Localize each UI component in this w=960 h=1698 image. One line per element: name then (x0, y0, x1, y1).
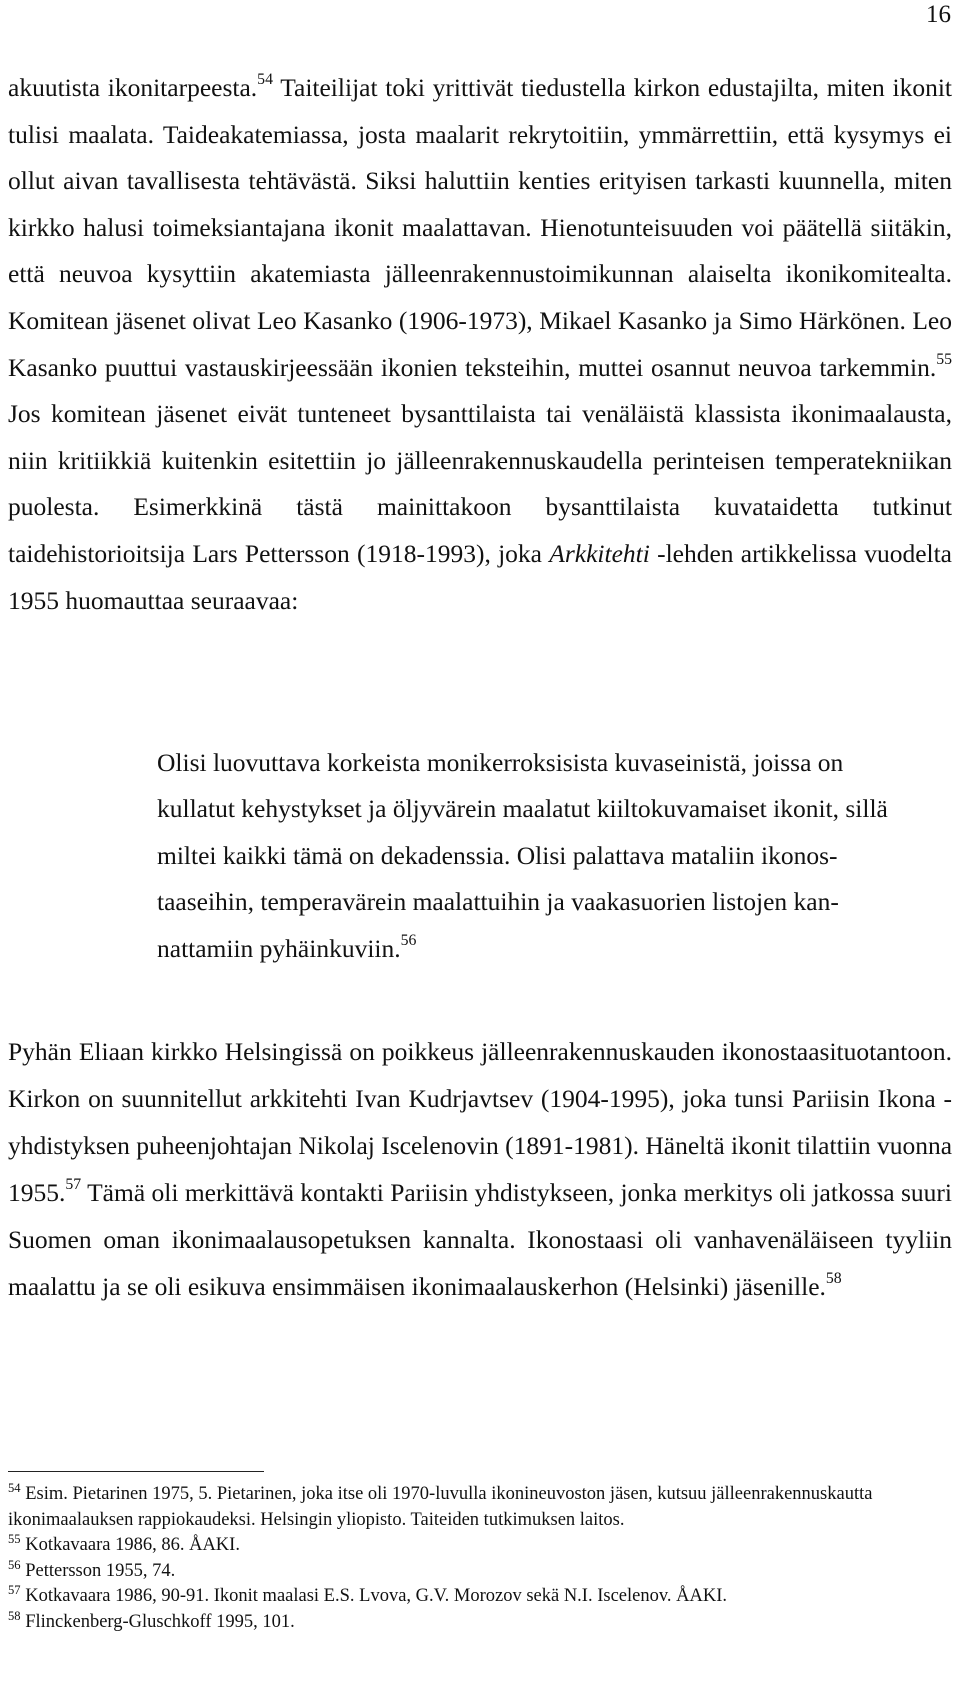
footnote-number: 54 (8, 1481, 21, 1496)
footnote-ref-54[interactable]: 54 (257, 71, 273, 89)
footnote-54 (8, 1482, 952, 1533)
footnote-56 (8, 1559, 952, 1585)
footnote-57 (8, 1584, 952, 1610)
paragraph-text: -lehden artikkelissa vuodelta 1955 huomauttaa seuraavaa: (8, 538, 952, 615)
block-quote (157, 740, 905, 972)
paragraph-text: Jos komitean jäsenet eivät tunteneet bysanttilaista tai venäläistä klassista ikonimaalausta, niin kritiikkiä kuitenkin esitettiin jo jälleenrakennuskaudella perinteisen temperatekniikan puolesta. Esimerkkinä tästä mainittakoon bysanttilaista kuvataidetta tutkinut taidehistorioitsija Lars Pettersson (1918-1993), joka (8, 399, 952, 568)
footnote-ref-56[interactable]: 56 (400, 931, 417, 949)
footnotes (8, 1482, 952, 1636)
footnote-text: Esim. Pietarinen 1975, 5. Pietarinen, joka itse oli 1970-luvulla ikonineuvoston jäsen, kutsuu jälleenrakennuskautta ikonimaalauksen rappiokaudeksi. Helsingin yliopisto. Taiteiden tutkimuksen laitos. (8, 1484, 873, 1530)
body-paragraph-2 (8, 1028, 952, 1310)
footnote-divider (8, 1471, 264, 1472)
footnote-55 (8, 1533, 952, 1559)
footnote-number: 55 (8, 1532, 21, 1547)
body-paragraph-1 (8, 65, 952, 624)
paragraph-text: Pyhän Eliaan kirkko Helsingissä on poikkeus jälleenrakennuskauden ikonostaasituotantoon. Kirkon on suunnitellut arkkitehti Ivan Kudrjavtsev (1904-1995), joka tunsi Pariisin Ikona -yhdistyksen puheenjohtajan Nikolaj Iscelenovin (1891-1981). Häneltä ikonit tilattiin vuonna 1955. (8, 1037, 953, 1207)
page-number: 16 (926, 1, 951, 28)
footnote-number: 56 (8, 1557, 21, 1572)
footnote-58 (8, 1610, 952, 1636)
footnote-number: 57 (8, 1583, 21, 1598)
quote-text: Olisi luovuttava korkeista monikerroksisista kuvaseinistä, joissa on kullatut kehystykset ja öljyvärein maalatut kiiltokuvamaiset ikonit, sillä miltei kaikki tämä on dekadenssia. Olisi palattava mataliin ikonos-taaseihin, temperavärein maalattuihin ja vaakasuorien listojen kan-nattamiin pyhäinkuviin. (157, 748, 888, 963)
journal-title: Arkkitehti (549, 538, 650, 568)
paragraph-text: Tämä oli merkittävä kontakti Pariisin yhdistykseen, jonka merkitys oli jatkossa suuri Suomen oman ikonimaalausopetuksen kannalta. Ikonostaasi oli vanhavenäläiseen tyyliin maalattu ja se oli esikuva ensimmäisen ikonimaalauskerhon (Helsinki) jäsenille. (8, 1178, 952, 1301)
footnote-text: Kotkavaara 1986, 90-91. Ikonit maalasi E.S. Lvova, G.V. Morozov sekä N.I. Iscelenov. ÅAKI. (20, 1586, 728, 1607)
footnote-number: 58 (8, 1609, 21, 1624)
footnote-text: Kotkavaara 1986, 86. ÅAKI. (20, 1535, 240, 1556)
footnote-ref-55[interactable]: 55 (936, 350, 952, 368)
paragraph-text: Taiteilijat toki yrittivät tiedustella kirkon edustajilta, miten ikonit tulisi maalata. Taideakatemiassa, josta maalarit rekrytoitiin, ymmärrettiin, että kysymys ei ollut aivan tavallisesta tehtävästä. Siksi haluttiin kenties erityisen tarkasti kuunnella, miten kirkko halusi toimeksiantajana ikonit maalattavan. Hienotunteisuuden voi päätellä siitäkin, että neuvoa kysyttiin akatemiasta jälleenrakennustoimikunnan alaiselta ikonikomitealta. Komitean jäsenet olivat Leo Kasanko (1906-1973), Mikael Kasanko ja Simo Härkönen. Leo Kasanko puuttui vastauskirjeessään ikonien teksteihin, muttei osannut neuvoa tarkemmin. (8, 73, 952, 382)
footnote-text: Flinckenberg-Gluschkoff 1995, 101. (20, 1611, 295, 1632)
paragraph-text: akuutista ikonitarpeesta. (8, 73, 258, 102)
footnote-text: Pettersson 1955, 74. (20, 1560, 176, 1581)
footnote-ref-57[interactable]: 57 (65, 1176, 82, 1194)
footnote-ref-58[interactable]: 58 (825, 1270, 842, 1288)
